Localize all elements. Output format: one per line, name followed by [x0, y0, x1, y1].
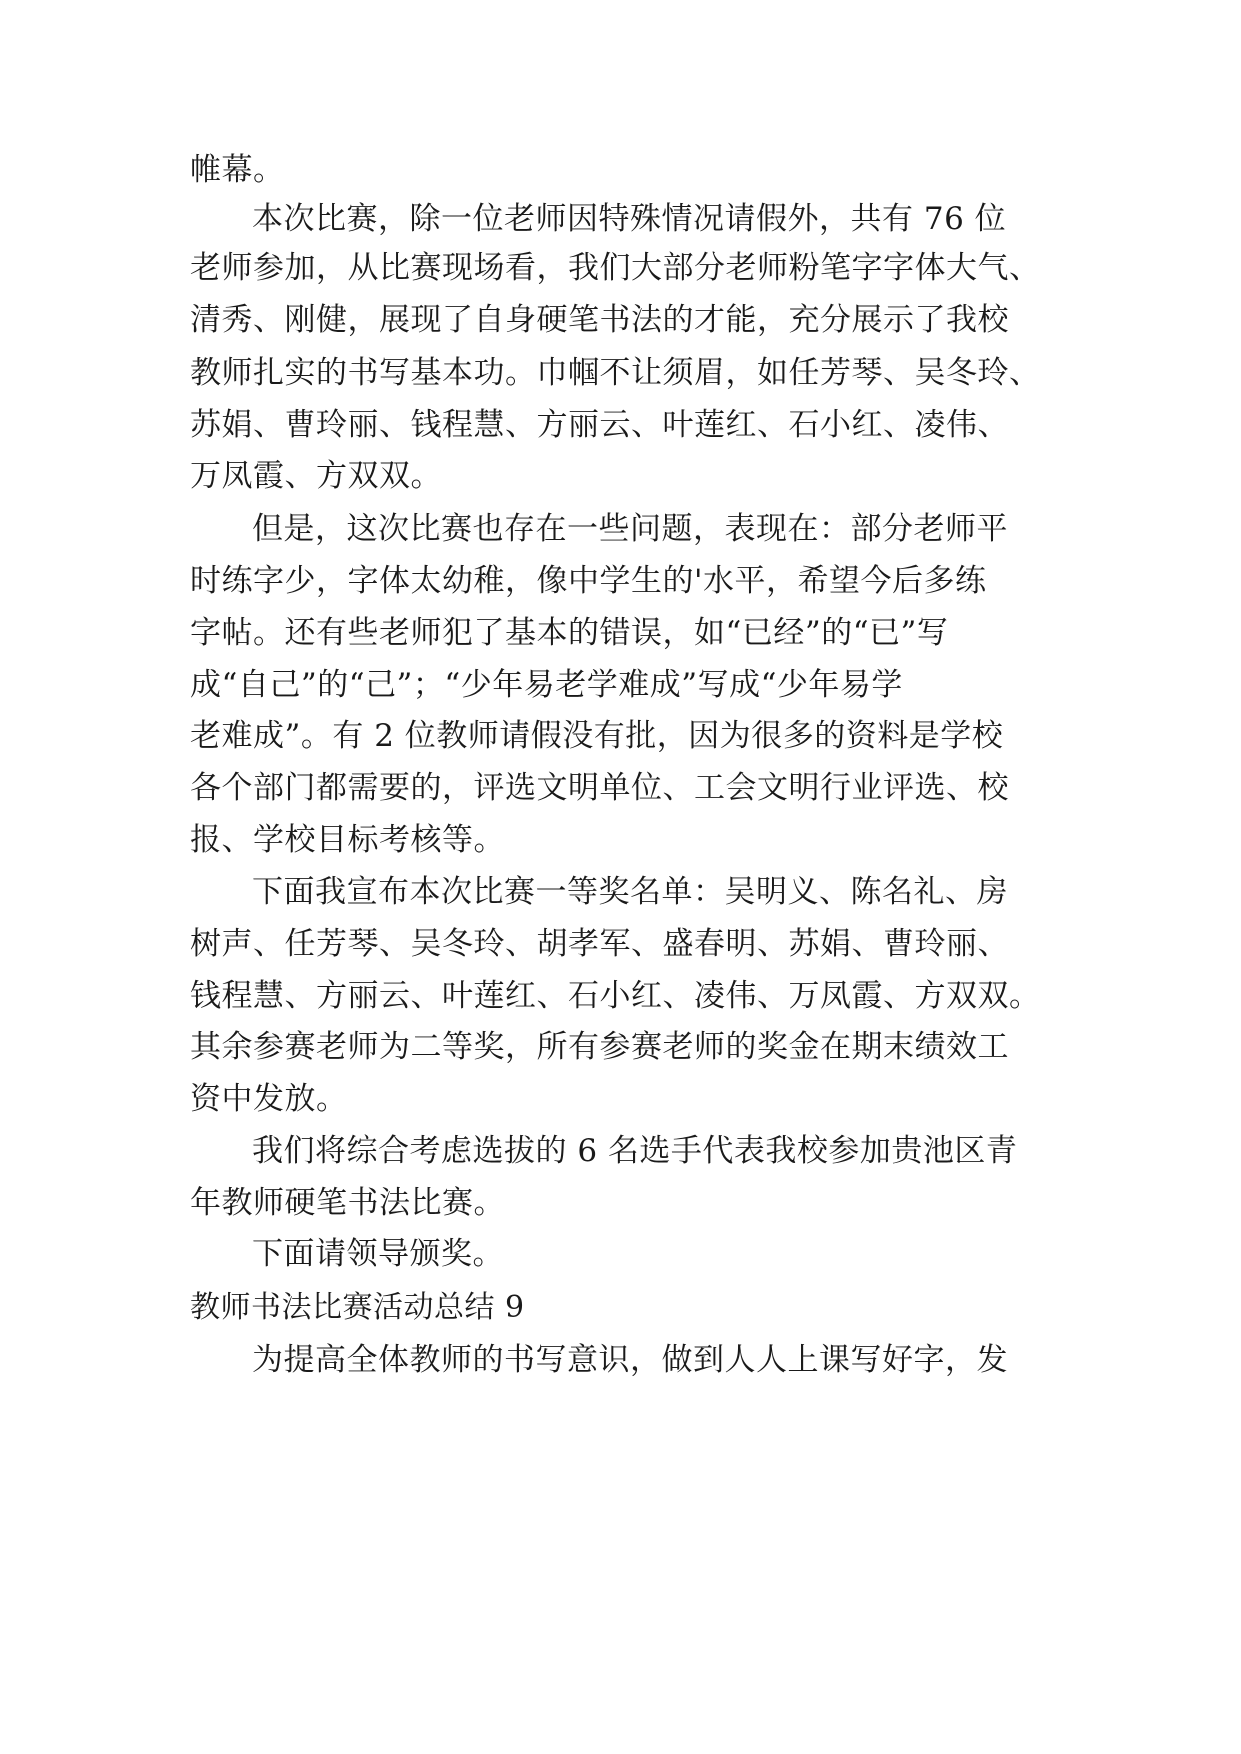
- paragraph-start: 我们将综合考虑选拔的 6 名选手代表我校参加贵池区青: [252, 1133, 1018, 1169]
- text-line: 年教师硬笔书法比赛。: [190, 1185, 505, 1221]
- text-line: 字帖。还有些老师犯了基本的错误，如“已经”的“已”写: [190, 615, 949, 651]
- text-line: 老难成”。有 2 位教师请假没有批，因为很多的资料是学校: [190, 718, 1004, 754]
- text-line: 各个部门都需要的，评选文明单位、工会文明行业评选、校: [190, 770, 1009, 806]
- text-line: 清秀、刚健，展现了自身硬笔书法的才能，充分展示了我校: [190, 302, 1009, 338]
- text-line: 成“自己”的“己”；“少年易老学难成”写成“少年易学: [190, 667, 903, 703]
- text-line: 苏娟、曹玲丽、钱程慧、方丽云、叶莲红、石小红、凌伟、: [190, 407, 1009, 443]
- text-line: 帷幕。: [190, 152, 285, 188]
- paragraph-start: 下面我宣布本次比赛一等奖名单：吴明义、陈名礼、房: [252, 874, 1008, 910]
- text-line: 资中发放。: [190, 1081, 348, 1117]
- paragraph-start: 本次比赛，除一位老师因特殊情况请假外，共有 76 位: [252, 201, 1007, 237]
- text-line: 万凤霞、方双双。: [190, 458, 442, 494]
- text-line: 时练字少，字体太幼稚，像中学生的'水平，希望今后多练: [190, 563, 987, 599]
- text-line: 老师参加，从比赛现场看，我们大部分老师粉笔字字体大气、: [190, 250, 1041, 286]
- text-line: 教师扎实的书写基本功。巾帼不让须眉，如任芳琴、吴冬玲、: [190, 355, 1041, 391]
- paragraph-start: 但是，这次比赛也存在一些问题，表现在：部分老师平: [252, 511, 1008, 547]
- text-line: 其余参赛老师为二等奖，所有参赛老师的奖金在期末绩效工: [190, 1029, 1009, 1065]
- section-heading: 教师书法比赛活动总结 9: [190, 1290, 525, 1325]
- paragraph-start: 为提高全体教师的书写意识，做到人人上课写好字，发: [252, 1342, 1008, 1378]
- text-line: 钱程慧、方丽云、叶莲红、石小红、凌伟、万凤霞、方双双。: [190, 978, 1041, 1014]
- text-line: 树声、任芳琴、吴冬玲、胡孝军、盛春明、苏娟、曹玲丽、: [190, 926, 1009, 962]
- text-line: 报、学校目标考核等。: [190, 822, 505, 858]
- paragraph-start: 下面请领导颁奖。: [252, 1236, 504, 1272]
